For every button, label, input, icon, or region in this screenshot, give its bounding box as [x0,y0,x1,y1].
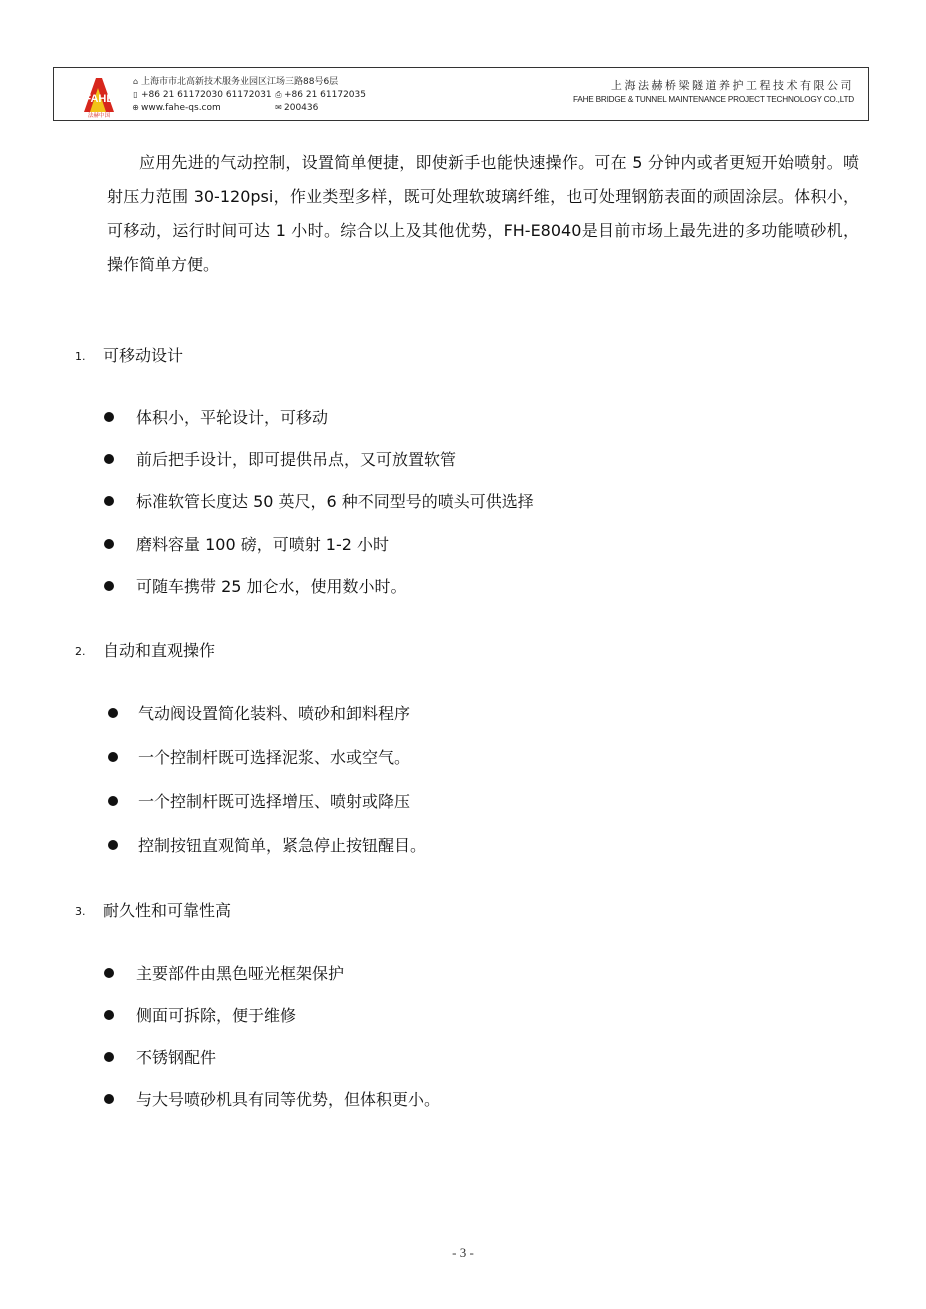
list-item: 控制按钮直观简单，紧急停止按钮醒目。 [108,833,426,856]
list-item: 可随车携带 25 加仑水，使用数小时。 [104,574,407,597]
bullet-icon [104,412,114,422]
mail-icon: ✉ [275,103,282,112]
section-title: 自动和直观操作 [103,641,216,660]
list-item: 磨料容量 100 磅，可喷射 1-2 小时 [104,532,389,555]
list-item: 体积小，平轮设计，可移动 [104,405,328,428]
fax-icon: ⎙ [275,90,282,99]
logo-text: FAHE [84,93,114,105]
phone-text: +86 21 61172030 61172031 [141,90,272,100]
bullet-icon [108,840,118,850]
section-number: 2. [75,645,86,658]
home-icon: ⌂ [132,77,139,86]
list-item: 一个控制杆既可选择泥浆、水或空气。 [108,745,410,768]
fax-text: +86 21 61172035 [284,90,366,100]
section-heading-1 [75,343,183,366]
bullet-icon [104,539,114,549]
list-item: 标准软管长度达 50 英尺，6 种不同型号的喷头可供选择 [104,489,534,512]
company-name-cn: 上海法赫桥梁隧道养护工程技术有限公司 [611,79,854,92]
logo-caption: 法赫中国 [87,113,111,118]
contact-info [130,75,366,114]
list-item: 侧面可拆除，便于维修 [104,1003,296,1026]
website-text: www.fahe-qs.com [141,103,221,113]
bullet-icon [104,1010,114,1020]
bullet-icon [104,968,114,978]
bullet-icon [108,708,118,718]
company-logo [76,72,122,118]
postcode-text: 200436 [284,103,319,113]
section-heading-2 [75,638,215,661]
section-number: 1. [75,350,86,363]
section-title: 耐久性和可靠性高 [103,901,232,920]
list-item: 一个控制杆既可选择增压、喷射或降压 [108,789,410,812]
section-heading-3 [75,898,231,921]
phone-icon: ▯ [133,90,138,99]
company-name [573,77,854,104]
company-name-en: FAHE BRIDGE & TUNNEL MAINTENANCE PROJECT TECHNOLOGY CO.,LTD [572,95,854,104]
globe-icon: ⊕ [132,103,139,112]
section-number: 3. [75,905,86,918]
bullet-icon [104,1052,114,1062]
list-item: 前后把手设计，即可提供吊点，又可放置软管 [104,447,456,470]
page-header [53,67,869,121]
address-text: 上海市市北高新技术服务业园区江场三路88号6层 [141,77,339,87]
bullet-icon [104,581,114,591]
intro-paragraph: 应用先进的气动控制，设置简单便捷，即使新手也能快速操作。可在 5 分钟内或者更短开始喷射。喷射压力范围 30-120psi，作业类型多样，既可处理软玻璃纤维，也可处理钢筋表面的顽固涂层。体积小，可移动，运行时间可达 1 小时。综合以上及其他优势，FH-E8040是目前市场上最先进的多功能喷砂机，操作简单方便。 [107,153,859,274]
bullet-icon [104,496,114,506]
list-item: 不锈钢配件 [104,1045,216,1068]
page-number: - 3 - [452,1245,474,1260]
bullet-icon [108,796,118,806]
list-item: 气动阀设置简化装料、喷砂和卸料程序 [108,701,410,724]
bullet-icon [104,1094,114,1104]
list-item: 主要部件由黑色哑光框架保护 [104,961,344,984]
bullet-icon [104,454,114,464]
list-item: 与大号喷砂机具有同等优势，但体积更小。 [104,1087,440,1110]
section-title: 可移动设计 [103,346,184,365]
bullet-icon [108,752,118,762]
